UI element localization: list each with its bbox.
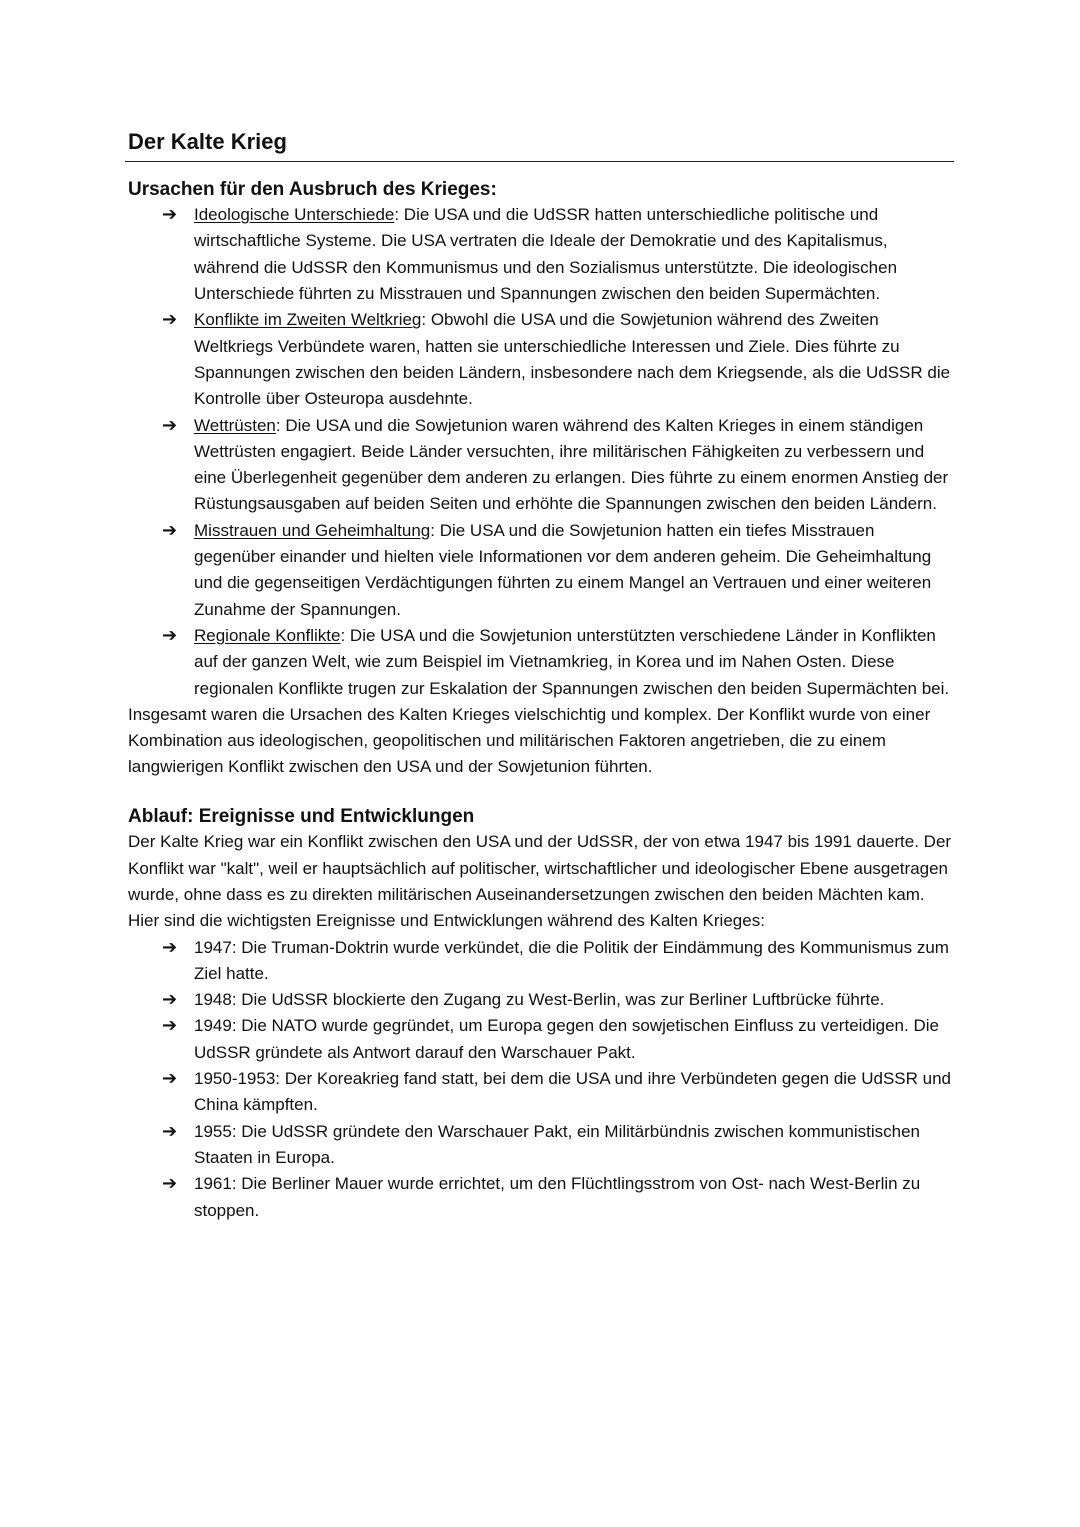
events-list: [128, 935, 954, 1224]
arrow-right-icon: ➔: [162, 519, 178, 541]
list-item: [162, 935, 954, 988]
event-text: 1949: Die NATO wurde gegründet, um Europa gegen den sowjetischen Einfluss zu verteidigen. Die UdSSR gründete als Antwort darauf den Warschauer Pakt.: [194, 1016, 939, 1062]
arrow-right-icon: ➔: [162, 1120, 178, 1142]
causes-summary: Insgesamt waren die Ursachen des Kalten Krieges vielschichtig und komplex. Der Konflikt wurde von einer Kombination aus ideologischen, geopolitischen und militärischen Faktoren angetrieben, die zu einem langwierigen Konflikt zwischen den USA und der Sowjetunion führten.: [128, 704, 931, 777]
arrow-right-icon: ➔: [162, 936, 178, 958]
document-title: Der Kalte Krieg: [125, 128, 954, 162]
list-item: [162, 1013, 954, 1066]
arrow-right-icon: ➔: [162, 309, 178, 331]
cause-text: : Die USA und die Sowjetunion unterstützten verschiedene Länder in Konflikten auf der ganzen Welt, wie zum Beispiel im Vietnamkrieg, in Korea und im Nahen Osten. Diese regionalen Konflikte trugen zur Eskalation der Spannungen zwischen den beiden Supermächten bei.: [194, 625, 950, 698]
event-text: 1947: Die Truman-Doktrin wurde verkündet, die die Politik der Eindämmung des Kommunismus zum Ziel hatte.: [194, 937, 949, 983]
cause-text: : Die USA und die Sowjetunion waren während des Kalten Krieges in einem ständigen Wettrüsten engagiert. Beide Länder versuchten, ihre militärischen Fähigkeiten zu verbessern und eine Überlegenheit gegenüber dem anderen zu erlangen. Dies führte zu einem enormen Anstieg der Rüstungsausgaben auf beiden Seiten und erhöhte die Spannungen zwischen den beiden Ländern.: [194, 415, 949, 514]
list-item: [162, 1171, 954, 1224]
list-item: [162, 413, 954, 518]
list-item: [162, 1119, 954, 1172]
arrow-right-icon: ➔: [162, 1068, 178, 1090]
event-text: 1961: Die Berliner Mauer wurde errichtet, um den Flüchtlingsstrom von Ost- nach West-Berlin zu stoppen.: [194, 1174, 921, 1220]
list-item: [162, 623, 954, 702]
list-item: [162, 987, 954, 1013]
list-item: [162, 202, 954, 307]
list-item: [162, 1066, 954, 1119]
arrow-right-icon: ➔: [162, 414, 178, 436]
event-text: 1948: Die UdSSR blockierte den Zugang zu West-Berlin, was zur Berliner Luftbrücke führte.: [194, 990, 885, 1010]
cause-term: Konflikte im Zweiten Weltkrieg: [194, 310, 422, 330]
causes-list: [128, 202, 954, 702]
cause-term: Wettrüsten: [194, 415, 276, 435]
cause-term: Misstrauen und Geheimhaltung: [194, 520, 431, 540]
course-lead: Hier sind die wichtigsten Ereignisse und Entwicklungen während des Kalten Krieges:: [128, 911, 765, 931]
causes-heading: Ursachen für den Ausbruch des Krieges:: [128, 178, 497, 200]
arrow-right-icon: ➔: [162, 624, 178, 646]
cause-term: Ideologische Unterschiede: [194, 205, 395, 225]
list-item: [162, 307, 954, 412]
cause-text: : Die USA und die UdSSR hatten unterschiedliche politische und wirtschaftliche Systeme. Die USA vertraten die Ideale der Demokratie und des Kapitalismus, während die UdSSR den Kommunismus und den Sozialismus unterstützte. Die ideologischen Unterschiede führten zu Misstrauen und Spannungen zwischen den beiden Supermächten.: [194, 205, 898, 304]
cause-text: : Obwohl die USA und die Sowjetunion während des Zweiten Weltkriegs Verbündete waren, hatten sie unterschiedliche Interessen und Ziele. Dies führte zu Spannungen zwischen den beiden Ländern, insbesondere nach dem Kriegsende, als die UdSSR die Kontrolle über Osteuropa ausdehnte.: [194, 310, 951, 409]
document-page: [128, 128, 954, 1224]
cause-text: : Die USA und die Sowjetunion hatten ein tiefes Misstrauen gegenüber einander und hielten viele Informationen vor dem anderen geheim. Die Geheimhaltung und die gegenseitigen Verdächtigungen führten zu einem Mangel an Vertrauen und einer weiteren Zunahme der Spannungen.: [194, 520, 932, 619]
arrow-right-icon: ➔: [162, 1173, 178, 1195]
course-intro: Der Kalte Krieg war ein Konflikt zwischen den USA und der UdSSR, der von etwa 1947 bis 1991 dauerte. Der Konflikt war "kalt", weil er hauptsächlich auf politischer, wirtschaftlicher und ideologischer Ebene ausgetragen wurde, ohne dass es zu direkten militärischen Auseinandersetzungen zwischen den beiden Mächten kam.: [128, 832, 952, 904]
event-text: 1955: Die UdSSR gründete den Warschauer Pakt, ein Militärbündnis zwischen kommunistischen Staaten in Europa.: [194, 1121, 921, 1167]
arrow-right-icon: ➔: [162, 1015, 178, 1037]
cause-term: Regionale Konflikte: [194, 625, 341, 645]
list-item: [162, 518, 954, 623]
arrow-right-icon: ➔: [162, 204, 178, 226]
event-text: 1950-1953: Der Koreakrieg fand statt, bei dem die USA und ihre Verbündeten gegen die UdSSR und China kämpften.: [194, 1069, 952, 1115]
arrow-right-icon: ➔: [162, 989, 178, 1011]
course-heading: Ablauf: Ereignisse und Entwicklungen: [128, 805, 475, 827]
